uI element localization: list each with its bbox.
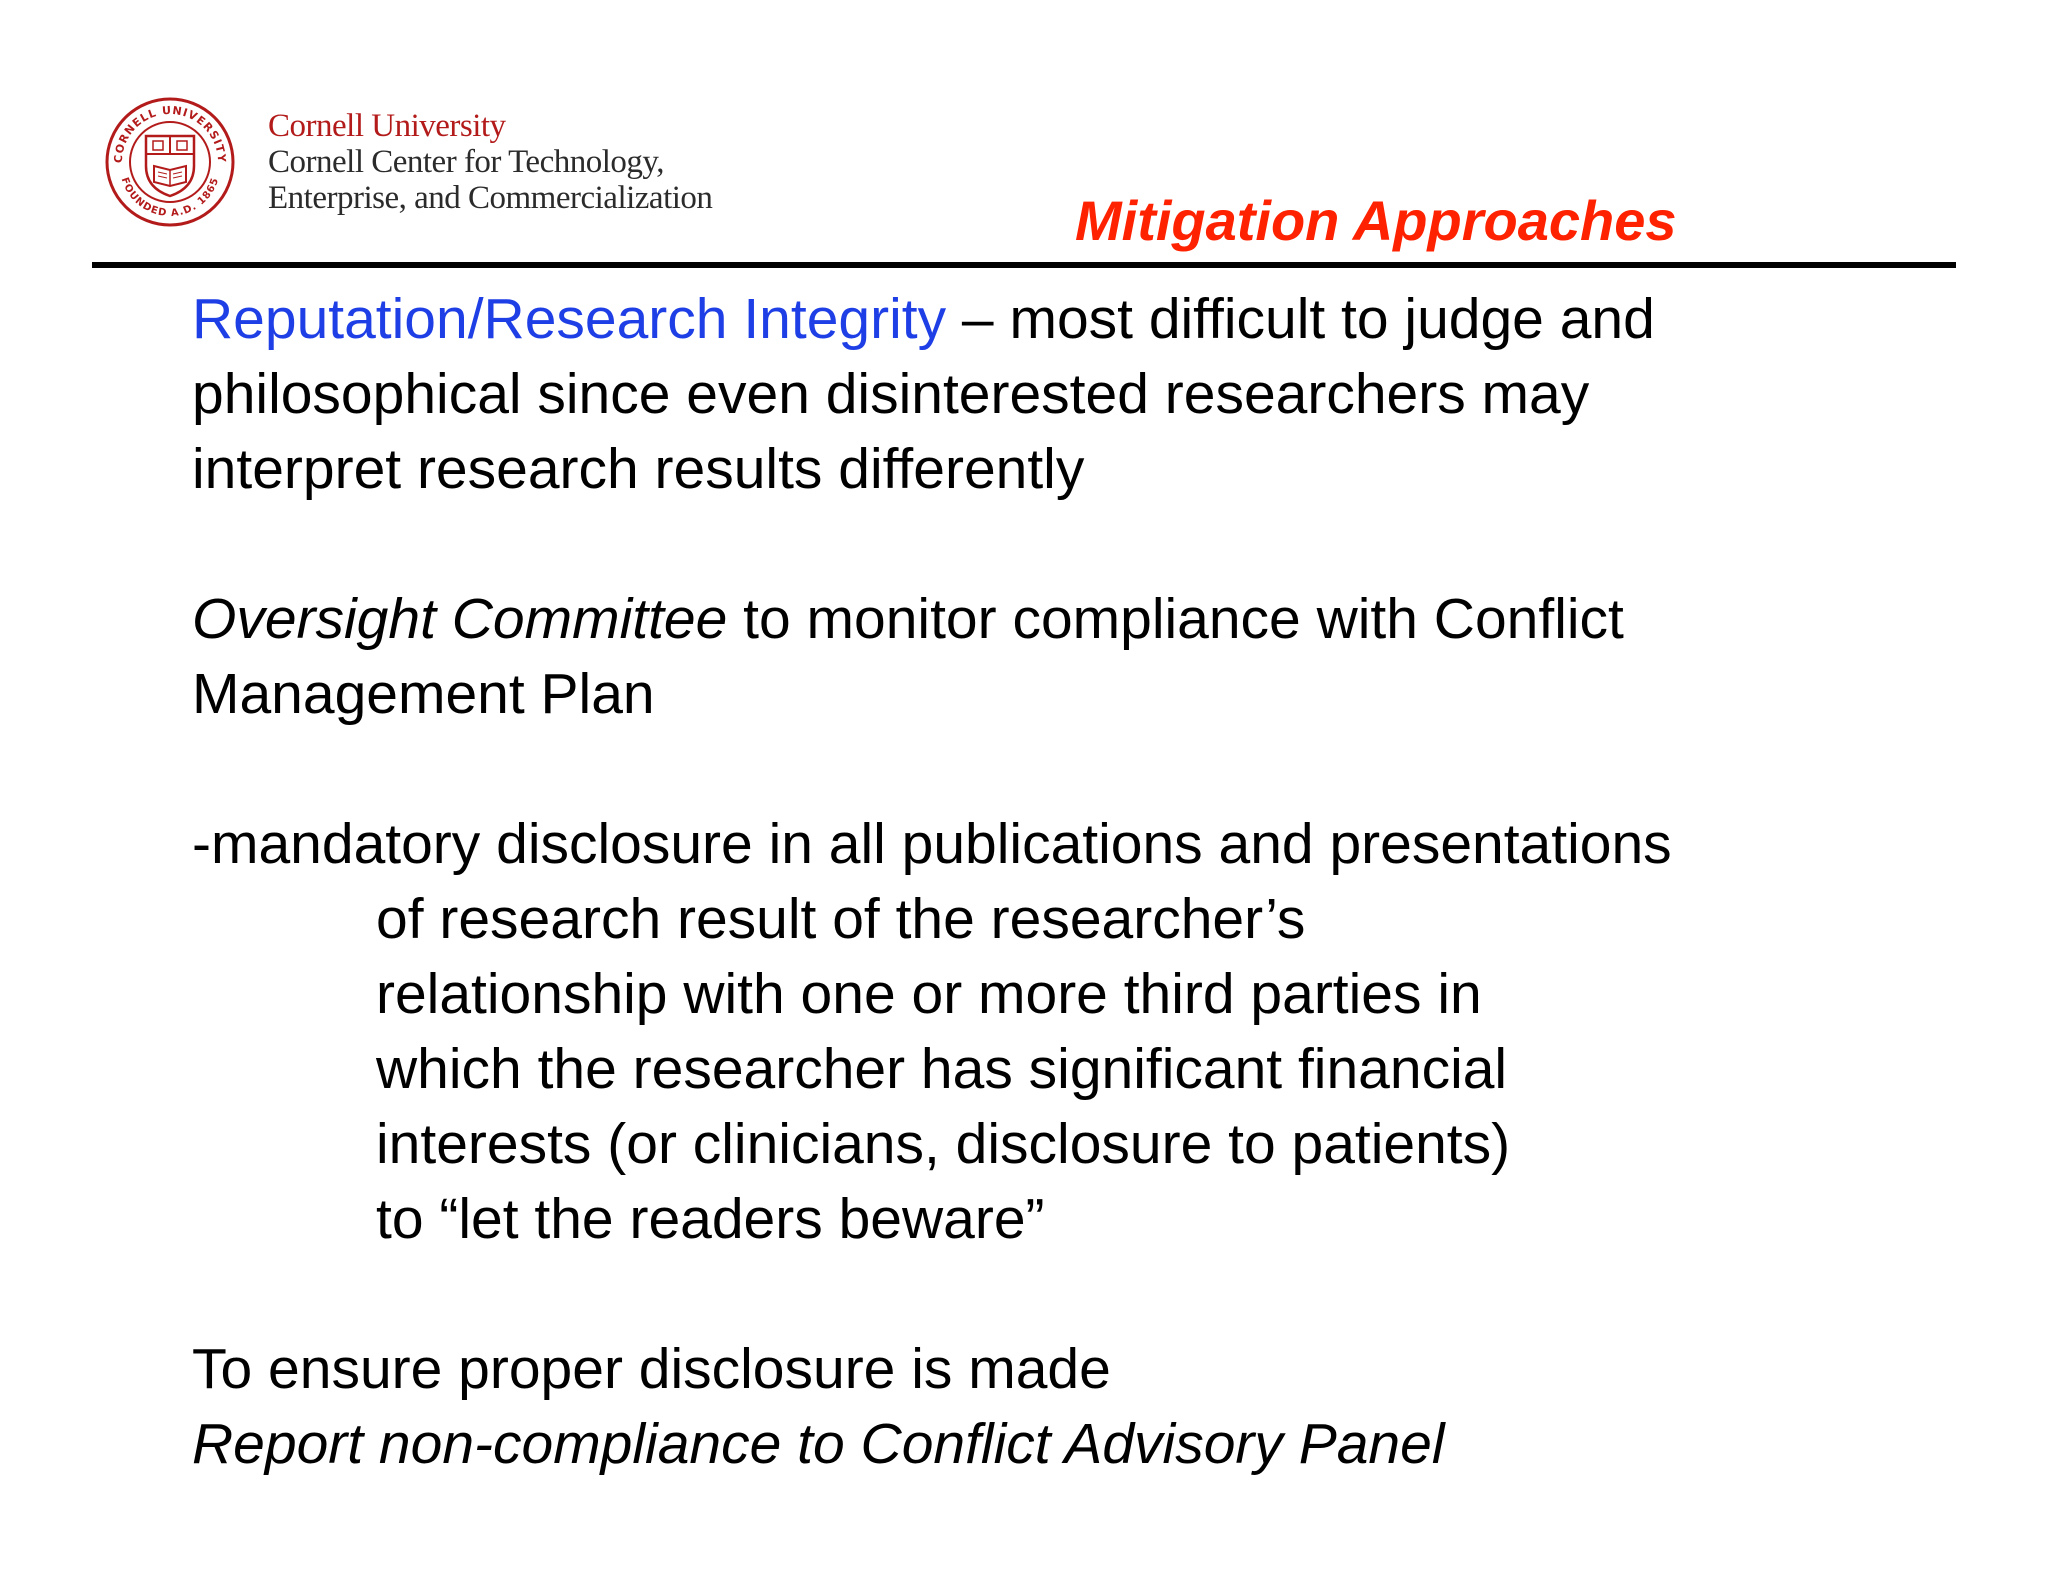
ensure-line-1: To ensure proper disclosure is made — [192, 1337, 1111, 1401]
reputation-line-3: interpret research results differently — [192, 437, 1085, 501]
cornell-seal-icon — [104, 96, 236, 228]
slide-title: Mitigation Approaches — [1075, 189, 1677, 252]
disclosure-line-6: to “let the readers beware” — [376, 1187, 1045, 1251]
svg-text:CORNELL UNIVERSITY: CORNELL UNIVERSITY — [111, 103, 229, 164]
university-name: Cornell University — [268, 108, 506, 144]
header-divider — [92, 262, 1956, 268]
disclosure-line-2: of research result of the researcher’s — [376, 887, 1306, 951]
oversight-line-2: Management Plan — [192, 662, 655, 726]
paragraph-ensure — [192, 1332, 1932, 1482]
disclosure-line-1: -mandatory disclosure in all publications and presentations — [192, 812, 1672, 876]
organization-name — [268, 108, 712, 216]
spacer — [192, 732, 1932, 807]
paragraph-reputation — [192, 282, 1932, 507]
spacer — [192, 507, 1932, 582]
spacer — [192, 1257, 1932, 1332]
reputation-heading: Reputation/Research Integrity — [192, 287, 947, 351]
disclosure-line-3: relationship with one or more third parties in — [376, 962, 1482, 1026]
ensure-line-2: Report non-compliance to Conflict Advisory Panel — [192, 1412, 1445, 1476]
reputation-line-1-text: – most difficult to judge and — [946, 287, 1655, 351]
oversight-line-1 — [192, 582, 1932, 657]
paragraph-oversight — [192, 582, 1932, 732]
slide-body — [192, 282, 1932, 1482]
center-name-line-2: Enterprise, and Commercialization — [268, 180, 713, 216]
center-name-line-1: Cornell Center for Technology, — [268, 144, 665, 180]
paragraph-disclosure — [192, 807, 1932, 1257]
disclosure-line-5: interests (or clinicians, disclosure to patients) — [376, 1112, 1511, 1176]
oversight-heading: Oversight Committee — [192, 587, 728, 651]
disclosure-line-4: which the researcher has significant financial — [376, 1037, 1508, 1101]
reputation-line-1 — [192, 282, 1932, 357]
reputation-line-2: philosophical since even disinterested researchers may — [192, 362, 1590, 426]
svg-text:FOUNDED A.D. 1865: FOUNDED A.D. 1865 — [118, 176, 222, 220]
oversight-line-1-text: to monitor compliance with Conflict — [727, 587, 1624, 651]
